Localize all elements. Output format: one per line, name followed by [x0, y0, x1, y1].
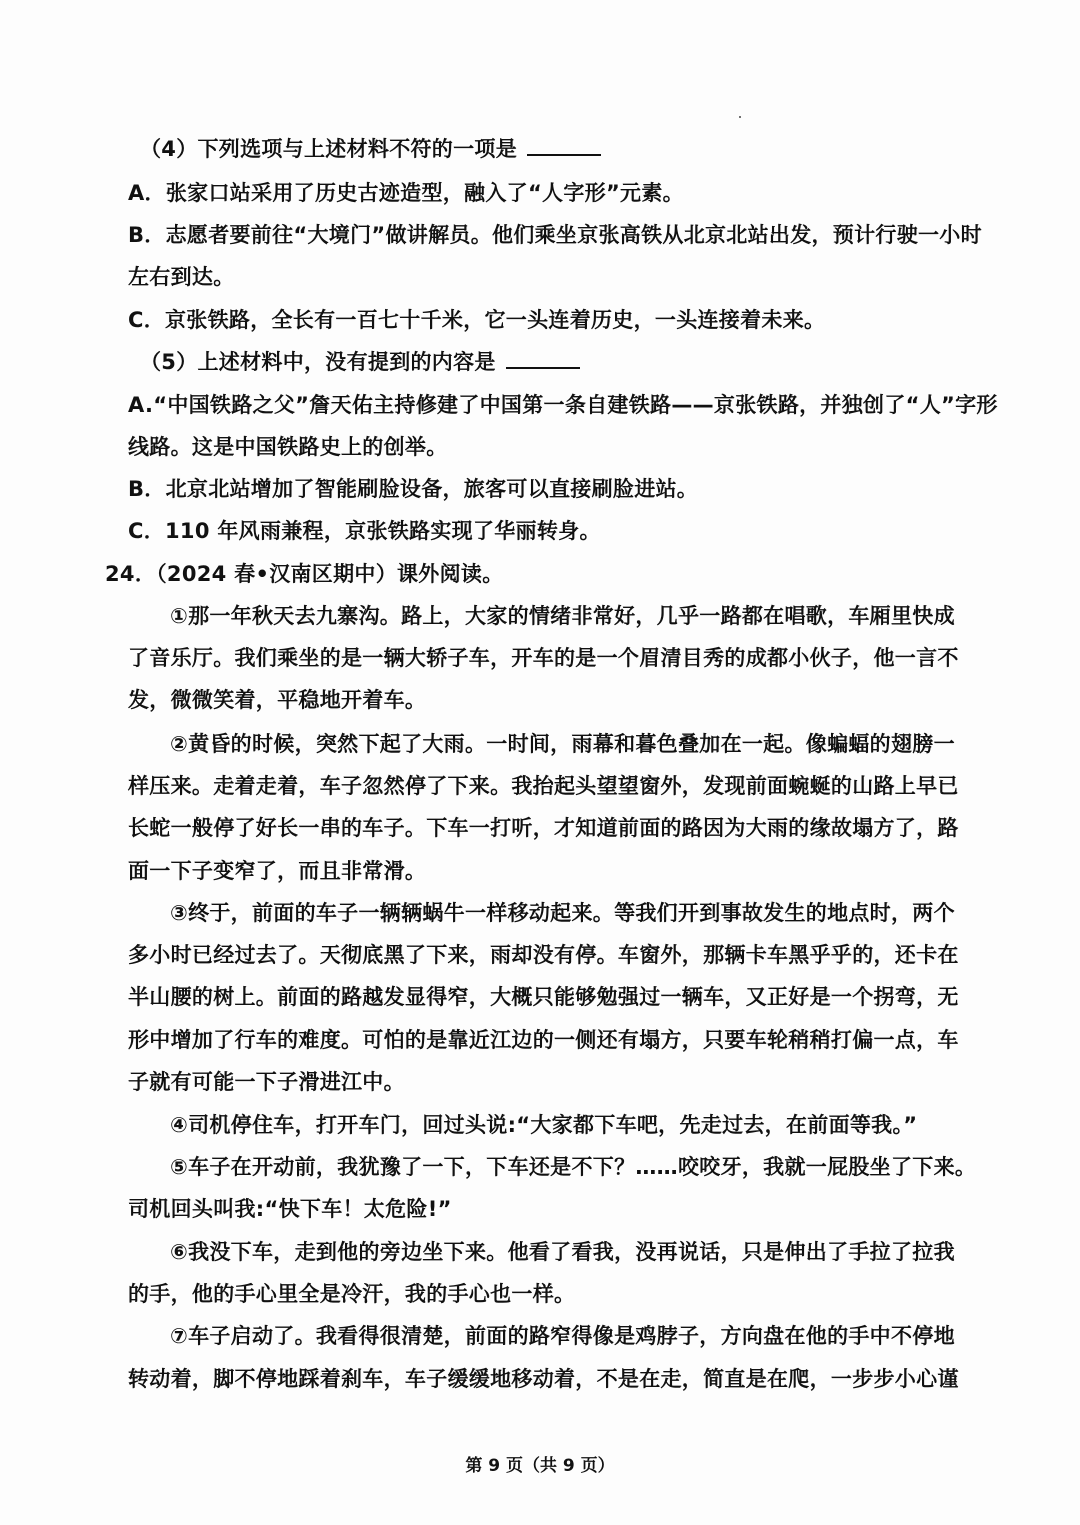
passage-line: 半山腰的树上。前面的路越发显得窄，大概只能够勉强过一辆车，又正好是一个拐弯，无 [128, 985, 959, 1009]
q4-stem-text: （4）下列选项与上述材料不符的一项是 [140, 137, 518, 161]
passage-line: 样压来。走着走着，车子忽然停了下来。我抬起头望望窗外，发现前面蜿蜒的山路上早已 [128, 774, 959, 798]
passage-line: 面一下子变窄了，而且非常滑。 [128, 859, 427, 883]
passage-line: ④司机停住车，打开车门，回过头说:“大家都下车吧，先走过去，在前面等我。” [170, 1113, 918, 1137]
passage-line: ③终于，前面的车子一辆辆蜗牛一样移动起来。等我们开到事故发生的地点时，两个 [170, 901, 955, 925]
q4-stem [140, 134, 990, 164]
passage-line: 的手，他的手心里全是冷汗，我的手心也一样。 [128, 1282, 576, 1306]
q4-option-c: C．京张铁路，全长有一百七十千米，它一头连着历史，一头连接着未来。 [128, 308, 826, 332]
q5-stem-text: （5）上述材料中，没有提到的内容是 [140, 350, 496, 374]
passage-line: 多小时已经过去了。天彻底黑了下来，雨却没有停。车窗外，那辆卡车黑乎乎的，还卡在 [128, 943, 959, 967]
q24-heading: 24．（2024 春•汉南区期中）课外阅读。 [105, 562, 504, 586]
passage-line: ①那一年秋天去九寨沟。路上，大家的情绪非常好，几乎一路都在唱歌，车厢里快成 [170, 604, 955, 628]
page-footer: 第 9 页（共 9 页） [465, 1456, 615, 1476]
q5-option-a-cont: 线路。这是中国铁路史上的创举。 [128, 435, 448, 459]
passage-line: 长蛇一般停了好长一串的车子。下车一打听，才知道前面的路因为大雨的缘故塌方了，路 [128, 816, 959, 840]
passage-line: ⑦车子启动了。我看得很清楚，前面的路窄得像是鸡脖子，方向盘在他的手中不停地 [170, 1324, 955, 1348]
q5-option-a: A.“中国铁路之父”詹天佑主持修建了中国第一条自建铁路——京张铁路，并独创了“人”字形 [128, 393, 998, 417]
q4-option-b: B．志愿者要前往“大境门”做讲解员。他们乘坐京张高铁从北京北站出发，预计行驶一小时 [128, 223, 982, 247]
passage-line: ②黄昏的时候，突然下起了大雨。一时间，雨幕和暮色叠加在一起。像蝙蝠的翅膀一 [170, 732, 955, 756]
passage-line: 子就有可能一下子滑进江中。 [128, 1070, 405, 1094]
scan-speck [739, 116, 741, 118]
passage-line: 了音乐厅。我们乘坐的是一辆大轿子车，开车的是一个眉清目秀的成都小伙子，他一言不 [128, 646, 959, 670]
passage-line: ⑥我没下车，走到他的旁边坐下来。他看了看我，没再说话，只是伸出了手拉了拉我 [170, 1240, 955, 1264]
q5-option-c: C．110 年风雨兼程，京张铁路实现了华丽转身。 [128, 519, 601, 543]
passage-line: 发，微微笑着，平稳地开着车。 [128, 688, 427, 712]
passage-line: 形中增加了行车的难度。可怕的是靠近江边的一侧还有塌方，只要车轮稍稍打偏一点，车 [128, 1028, 959, 1052]
q4-option-b-cont: 左右到达。 [128, 265, 235, 289]
q4-option-a: A．张家口站采用了历史古迹造型，融入了“人字形”元素。 [128, 181, 684, 205]
q5-option-b: B．北京北站增加了智能刷脸设备，旅客可以直接刷脸进站。 [128, 477, 699, 501]
q5-answer-blank[interactable] [506, 347, 580, 369]
passage-line: ⑤车子在开动前，我犹豫了一下，下车还是不下？……咬咬牙，我就一屁股坐了下来。 [170, 1155, 977, 1179]
q4-answer-blank[interactable] [527, 134, 601, 156]
q5-stem [140, 347, 990, 377]
passage-line: 转动着，脚不停地踩着刹车，车子缓缓地移动着，不是在走，简直是在爬，一步步小心谨 [128, 1367, 959, 1391]
passage-line: 司机回头叫我:“快下车！太危险!” [128, 1197, 452, 1221]
